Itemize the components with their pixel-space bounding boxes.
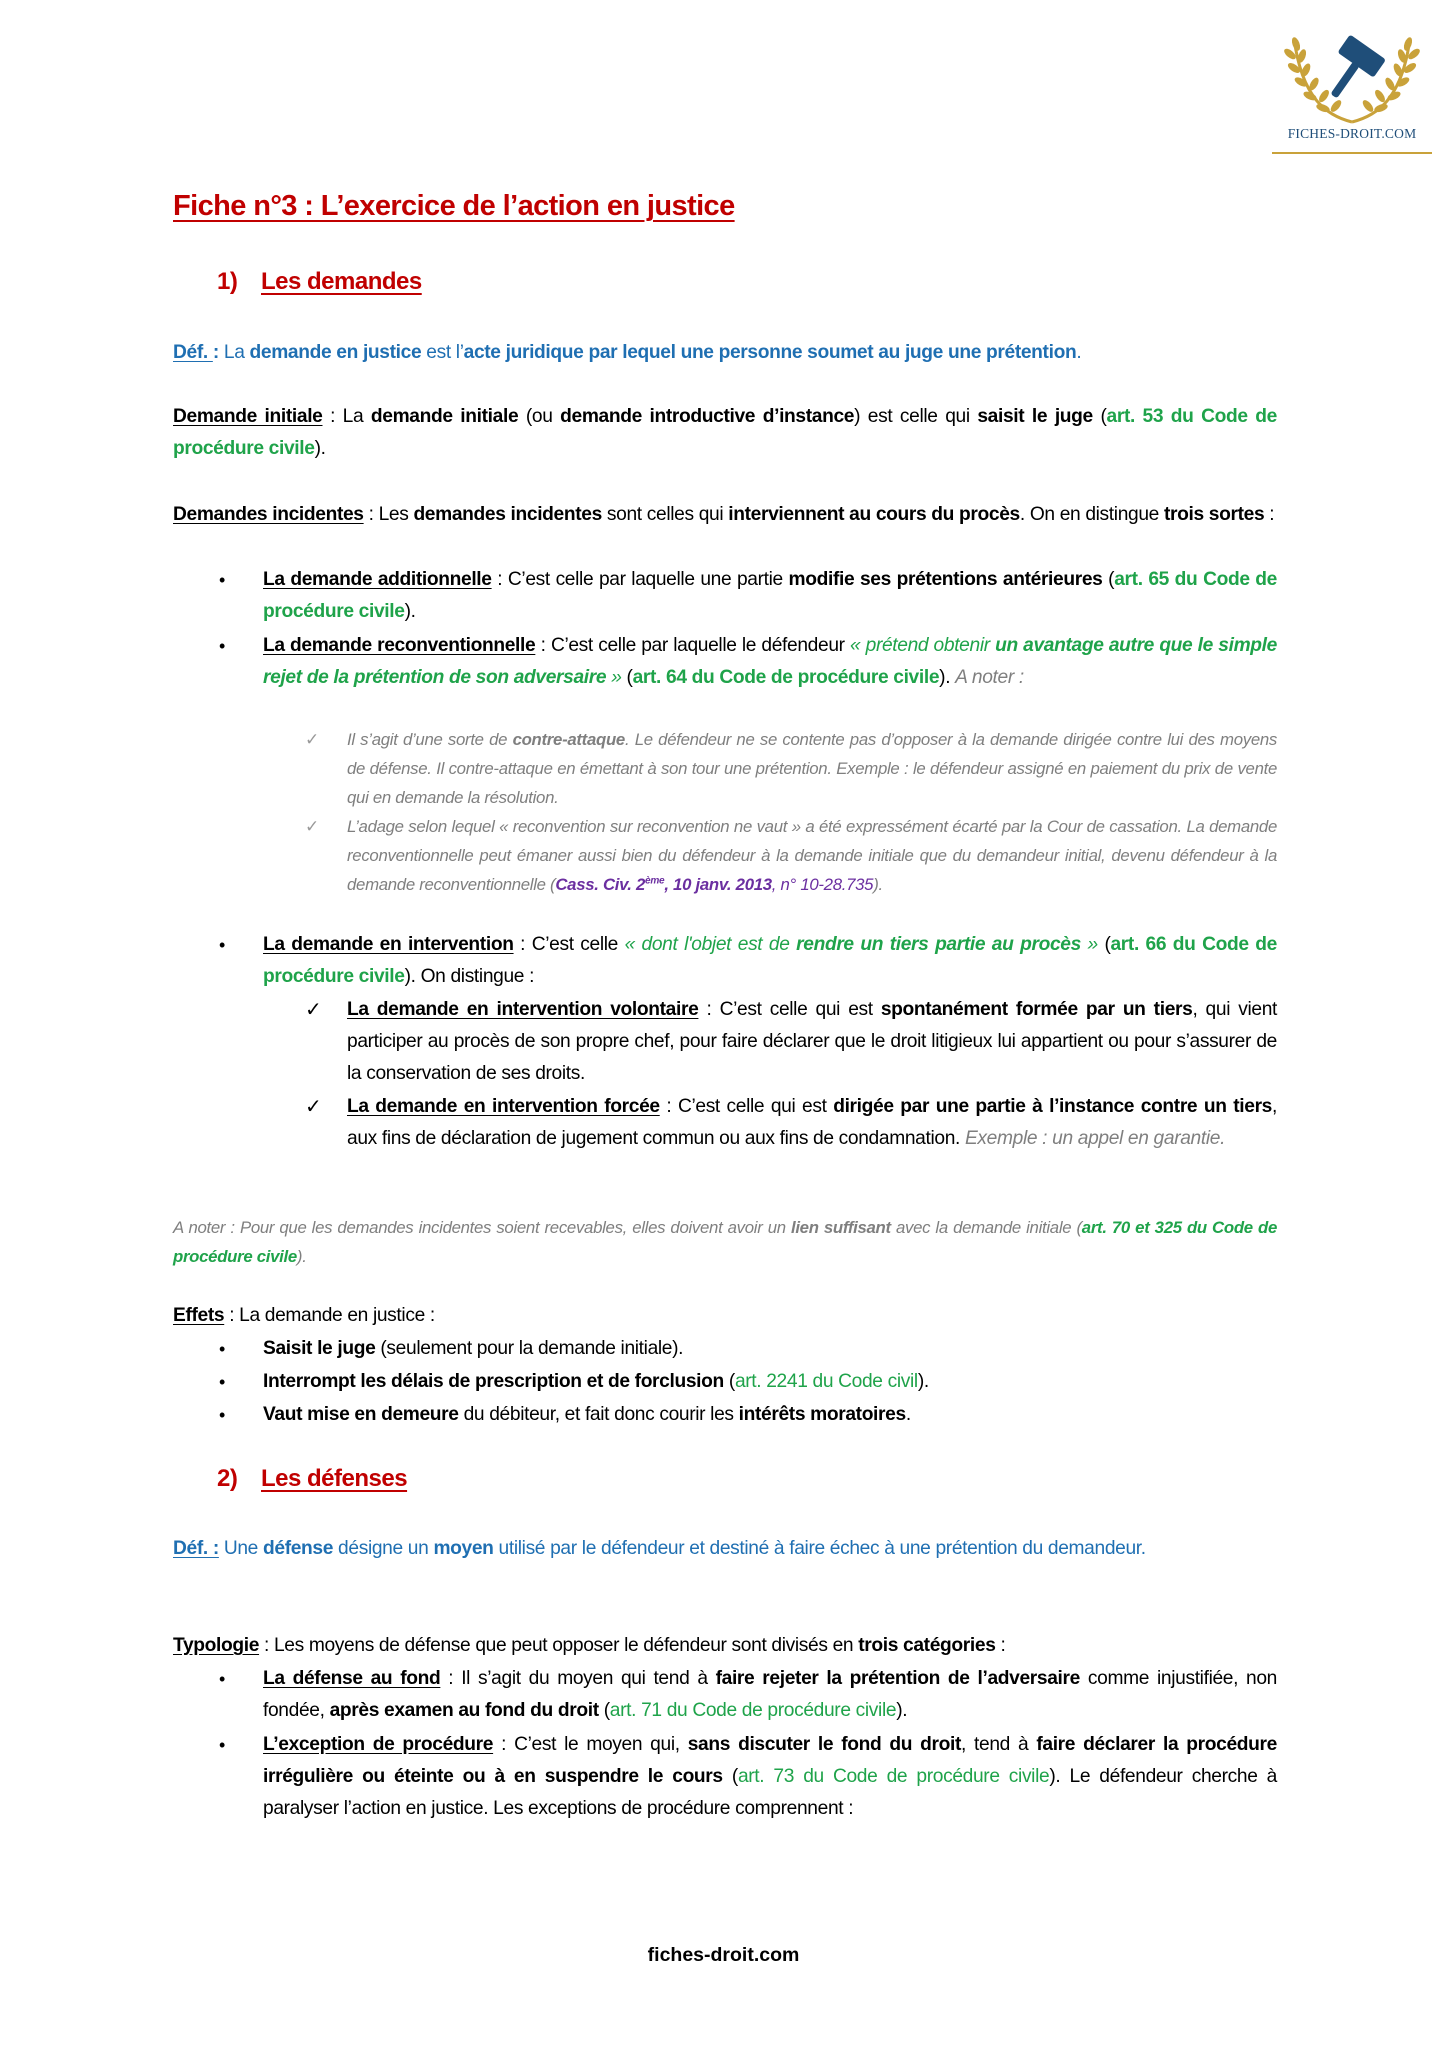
- text-run: (: [621, 667, 633, 688]
- text-run: La demande en intervention: [263, 934, 514, 955]
- text-run: Cass. Civ. 2: [555, 875, 646, 894]
- text-run: (: [598, 1700, 610, 1721]
- text-run: (: [723, 1371, 735, 1392]
- text-run: art. 64 du Code de procédure civile: [632, 667, 940, 688]
- text-run: sont celles qui: [601, 504, 729, 525]
- text-run: .: [1076, 342, 1082, 363]
- text-run: Vaut mise en demeure: [263, 1404, 459, 1425]
- bullet-icon: •: [219, 570, 225, 590]
- text-run: ). On distingue :: [404, 966, 535, 987]
- text-run: Interrompt les délais de prescription et de forclusion: [263, 1371, 724, 1392]
- text-run: , qui vient participer au procès de son propre chef, pour faire déclarer que le droit litigieux lui appartient ou pour s’assurer de la conservation de ses droits.: [347, 999, 1277, 1084]
- text-run: , aux fins de déclaration de jugement commun ou aux fins de condamnation.: [347, 1096, 1277, 1149]
- text-run: Il s’agit d’une sorte de: [347, 730, 513, 749]
- section-heading-demandes: [217, 268, 422, 296]
- text-run: A noter : Pour que les demandes incidentes soient recevables, elles doivent avoir un: [173, 1218, 791, 1237]
- paragraph-demandes-incidentes: [173, 499, 1277, 531]
- text-run: spontanément formée par un tiers: [880, 999, 1193, 1020]
- text-run: demandes incidentes: [413, 504, 602, 525]
- text-run: ème: [645, 875, 665, 887]
- site-logo[interactable]: [1268, 30, 1436, 165]
- footer-site-link[interactable]: fiches-droit.com: [647, 1944, 800, 1966]
- text-run: art. 2241 du Code civil: [734, 1371, 918, 1392]
- text-run: trois catégories: [858, 1635, 996, 1656]
- text-run: : La: [322, 406, 371, 427]
- checkmark-icon: ✓: [305, 817, 319, 836]
- text-run: : C’est celle: [513, 934, 625, 955]
- text-run: est l’: [421, 342, 464, 363]
- text-run: : C’est le moyen qui,: [493, 1734, 688, 1755]
- text-run: La demande reconventionnelle: [263, 635, 536, 656]
- text-run: , 10 janv. 2013: [664, 875, 772, 894]
- list-item-demande-additionnelle: [219, 564, 1278, 628]
- list-item-text: [263, 635, 1277, 688]
- paragraph-typologie: [173, 1630, 1277, 1662]
- section-label: Les défenses: [261, 1465, 408, 1492]
- text-run: Une: [218, 1538, 263, 1559]
- text-run: comme injustifiée, non fondée,: [263, 1668, 1277, 1721]
- text-run: « dont l'objet est de: [624, 934, 797, 955]
- bullet-icon: •: [219, 636, 225, 656]
- list-item-text: [263, 569, 1277, 622]
- text-run: La: [223, 342, 250, 363]
- text-run: La demande additionnelle: [263, 569, 492, 590]
- text-run: : C’est celle qui est: [659, 1096, 834, 1117]
- text-run: rendre un tiers partie au procès: [796, 934, 1081, 955]
- text-run: .: [905, 1404, 911, 1425]
- list-item-text: [263, 934, 1277, 987]
- list-item-text: [263, 1734, 1277, 1819]
- text-run: art. 70 et 325 du Code de procédure civile: [173, 1218, 1277, 1266]
- gavel-laurel-icon: [1268, 30, 1436, 126]
- section-label: Les demandes: [261, 268, 422, 295]
- text-run: :: [212, 342, 224, 363]
- text-run: art. 71 du Code de procédure civile: [609, 1700, 897, 1721]
- list-item-intervention-volontaire: [305, 994, 1277, 1090]
- checkmark-icon: ✓: [305, 999, 322, 1021]
- text-run: Typologie: [173, 1635, 260, 1656]
- section-number: 1): [217, 268, 238, 295]
- text-run: demande en justice: [249, 342, 422, 363]
- text-run: demande initiale: [370, 406, 519, 427]
- text-run: acte juridique par lequel une personne soumet au juge une prétention: [463, 342, 1077, 363]
- text-run: : C’est celle qui est: [698, 999, 881, 1020]
- text-run: faire déclarer la procédure irrégulière ou éteinte ou à en suspendre le cours: [263, 1734, 1277, 1787]
- text-run: : Il s’agit du moyen qui tend à: [440, 1668, 716, 1689]
- text-run: désigne un: [333, 1538, 434, 1559]
- list-item-effet-mise-en-demeure: [219, 1399, 1277, 1431]
- list-item-demande-reconventionnelle: [219, 630, 1277, 694]
- text-run: ).: [314, 438, 326, 459]
- text-run: Déf. :: [173, 1538, 219, 1559]
- text-run: « prétend obtenir: [850, 635, 996, 656]
- text-run: A noter :: [955, 667, 1024, 688]
- text-run: défense: [263, 1538, 334, 1559]
- text-run: (: [1102, 569, 1115, 590]
- text-run: demande introductive d’instance: [560, 406, 855, 427]
- list-item-text: [263, 1668, 1277, 1721]
- text-run: (ou: [518, 406, 561, 427]
- text-run: La demande en intervention forcée: [347, 1096, 660, 1117]
- section-heading-defenses: [217, 1465, 407, 1493]
- text-run: ). Le défendeur cherche à paralyser l’action en justice. Les exceptions de procédure comprennent :: [263, 1766, 1277, 1819]
- list-item-text: [263, 1404, 911, 1425]
- text-run: (: [1097, 934, 1111, 955]
- text-run: dirigée par une partie à l’instance contre un tiers: [833, 1096, 1273, 1117]
- text-run: : La demande en justice :: [224, 1305, 435, 1326]
- text-run: L’exception de procédure: [263, 1734, 494, 1755]
- text-run: lien suffisant: [790, 1218, 891, 1237]
- bullet-icon: •: [219, 935, 225, 955]
- text-run: : Les moyens de défense que peut opposer le défendeur sont divisés en: [259, 1635, 859, 1656]
- bullet-icon: •: [219, 1735, 225, 1755]
- text-run: La défense au fond: [263, 1668, 441, 1689]
- note-contre-attaque: [305, 725, 1277, 812]
- text-run: ).: [296, 1247, 307, 1266]
- note-text: [347, 730, 1277, 807]
- text-run: Exemple : un appel en garantie.: [964, 1128, 1226, 1149]
- text-run: Demande initiale: [173, 406, 323, 427]
- note-text: [347, 817, 1277, 894]
- logo-text: FICHES-DROIT.COM: [1287, 126, 1417, 141]
- definition-defense: [173, 1533, 1277, 1565]
- list-item-effet-saisit-juge: [219, 1333, 1277, 1365]
- logo-divider: [1272, 152, 1432, 154]
- text-run: après examen au fond du droit: [329, 1700, 599, 1721]
- definition-demande: [173, 337, 1277, 369]
- text-run: :: [1264, 504, 1275, 525]
- paragraph-demande-initiale: [173, 401, 1277, 465]
- text-run: (: [722, 1766, 738, 1787]
- text-run: art. 73 du Code de procédure civile: [737, 1766, 1050, 1787]
- text-run: interviennent au cours du procès: [728, 504, 1020, 525]
- text-run: art. 53 du Code de procédure civile: [173, 406, 1277, 459]
- text-run: »: [606, 667, 622, 688]
- text-run: Déf.: [173, 342, 213, 363]
- text-run: (seulement pour la demande initiale).: [375, 1338, 684, 1359]
- text-run: ).: [404, 601, 416, 622]
- text-run: : C’est celle par laquelle le défendeur: [535, 635, 850, 656]
- page-title: Fiche n°3 : L’exercice de l’action en justice: [173, 190, 735, 222]
- text-run: ).: [939, 667, 956, 688]
- text-run: . On en distingue: [1019, 504, 1164, 525]
- text-run: saisit le juge: [977, 406, 1093, 427]
- note-adage: [305, 812, 1277, 899]
- list-item-effet-interrompt: [219, 1366, 1277, 1398]
- list-item-text: [347, 999, 1277, 1084]
- text-run: , tend à: [961, 1734, 1037, 1755]
- text-run: Saisit le juge: [263, 1338, 376, 1359]
- text-run: ).: [896, 1700, 908, 1721]
- text-run: utilisé par le défendeur et destiné à faire échec à une prétention du demandeur.: [493, 1538, 1146, 1559]
- section-number: 2): [217, 1465, 238, 1492]
- text-run: , n° 10-28.735: [771, 875, 874, 894]
- text-run: intérêts moratoires: [738, 1404, 906, 1425]
- list-item-intervention-forcee: [305, 1091, 1277, 1155]
- text-run: ).: [873, 875, 883, 894]
- text-run: ).: [917, 1371, 929, 1392]
- bullet-icon: •: [219, 1405, 225, 1425]
- text-run: art. 65 du Code de procédure civile: [263, 569, 1278, 622]
- text-run: Demandes incidentes: [173, 504, 364, 525]
- list-item-text: [263, 1338, 683, 1359]
- text-run: :: [995, 1635, 1006, 1656]
- text-run: La demande en intervention volontaire: [347, 999, 699, 1020]
- text-run: (: [1092, 406, 1107, 427]
- text-run: . Le défendeur ne se contente pas d’opposer à la demande dirigée contre lui des moyens de défense. Il contre-attaque en émettant à son tour une prétention. Exemple : le défendeur assigné en paiement du prix de vente qui en demande la résolution.: [347, 730, 1277, 807]
- text-run: L’adage selon lequel « reconvention sur reconvention ne vaut » a été expressément écarté par la Cour de cassation. La demande reconventionnelle peut émaner aussi bien du défendeur à la demande initiale que du demandeur initial, devenu défendeur à la demande reconventionnelle (: [347, 817, 1277, 894]
- text-run: avec la demande initiale (: [890, 1218, 1082, 1237]
- text-run: un avantage autre que le simple rejet de la prétention de son adversaire: [263, 635, 1277, 688]
- text-run: faire rejeter la prétention de l’adversaire: [715, 1668, 1080, 1689]
- list-item-text: [347, 1096, 1277, 1149]
- text-run: contre-attaque: [512, 730, 625, 749]
- text-run: : C’est celle par laquelle une partie: [491, 569, 789, 590]
- note-recevabilite: [173, 1213, 1277, 1271]
- list-item-defense-au-fond: [219, 1663, 1277, 1727]
- checkmark-icon: ✓: [305, 1096, 322, 1118]
- text-run: trois sortes: [1163, 504, 1265, 525]
- text-run: : Les: [363, 504, 414, 525]
- checkmark-icon: ✓: [305, 730, 319, 749]
- list-item-text: [263, 1371, 929, 1392]
- text-run: »: [1080, 934, 1098, 955]
- text-run: Effets: [173, 1305, 225, 1326]
- bullet-icon: •: [219, 1669, 225, 1689]
- paragraph-effets: [173, 1300, 1277, 1332]
- list-item-demande-intervention: [219, 929, 1277, 993]
- text-run: moyen: [433, 1538, 494, 1559]
- text-run: du débiteur, et fait donc courir les: [458, 1404, 739, 1425]
- text-run: sans discuter le fond du droit: [687, 1734, 962, 1755]
- text-run: ) est celle qui: [854, 406, 978, 427]
- list-item-exception-procedure: [219, 1729, 1277, 1825]
- text-run: art. 66 du Code de procédure civile: [263, 934, 1277, 987]
- bullet-icon: •: [219, 1339, 225, 1359]
- text-run: modifie ses prétentions antérieures: [788, 569, 1103, 590]
- bullet-icon: •: [219, 1372, 225, 1392]
